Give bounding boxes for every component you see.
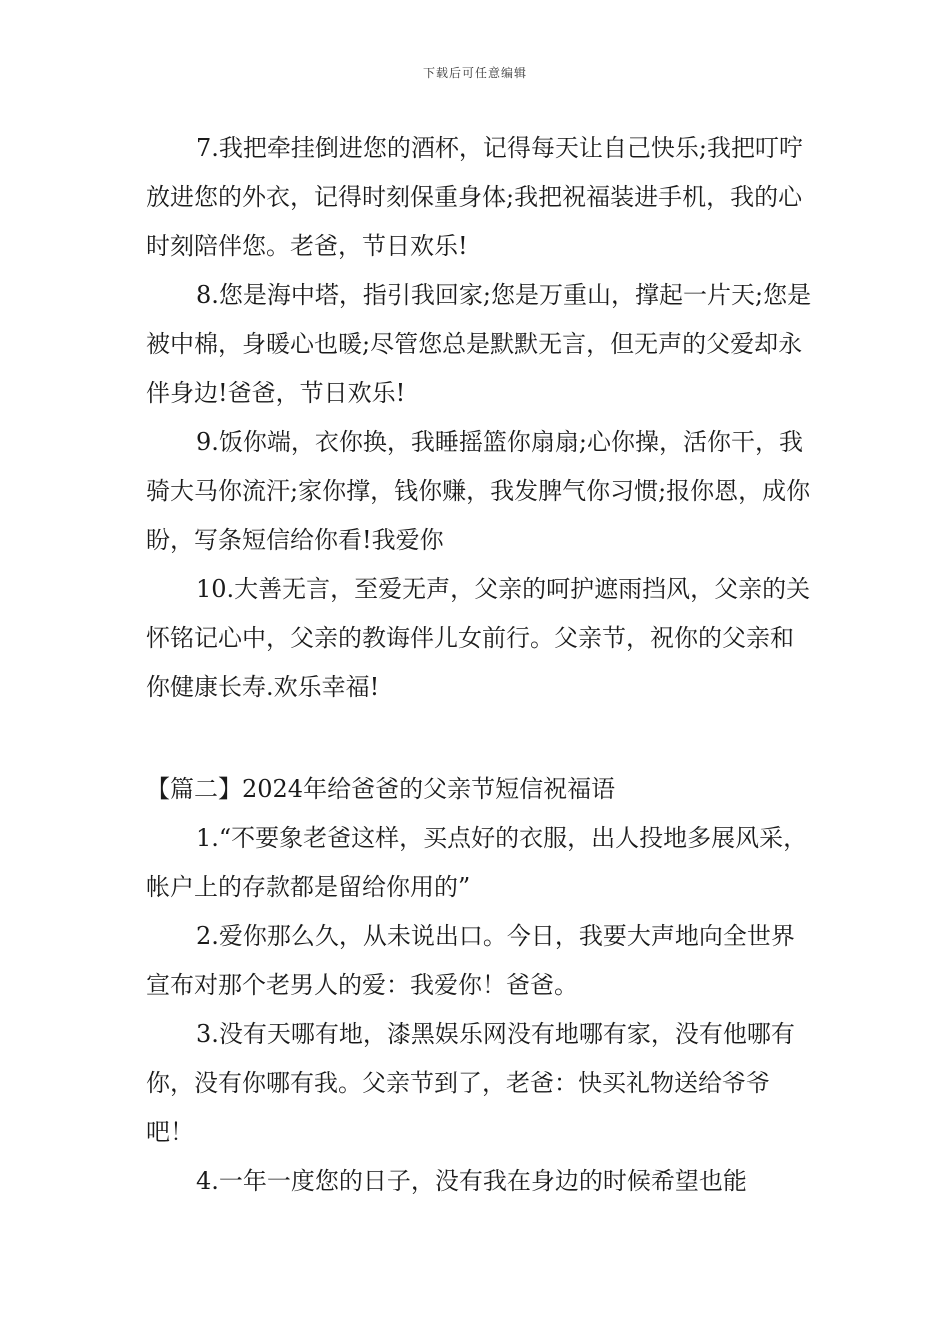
section-heading: 【篇二】2024年给爸爸的父亲节短信祝福语 bbox=[146, 775, 616, 803]
document-body bbox=[146, 124, 814, 1206]
paragraph-item-7: 7.我把牵挂倒进您的酒杯，记得每天让自己快乐;我把叮咛放进您的外衣，记得时刻保重身体;我把祝福装进手机，我的心时刻陪伴您。老爸，节日欢乐! bbox=[146, 134, 803, 260]
paragraph-item-2: 2.爱你那么久，从未说出口。今日，我要大声地向全世界宣布对那个老男人的爱：我爱你！爸爸。 bbox=[146, 922, 795, 999]
header-note: 下载后可任意编辑 bbox=[422, 66, 527, 80]
paragraph-item-8: 8.您是海中塔，指引我回家;您是万重山，撑起一片天;您是被中棉，身暖心也暖;尽管您总是默默无言，但无声的父爱却永伴身边!爸爸，节日欢乐! bbox=[146, 281, 812, 407]
paragraph-item-9: 9.饭你端，衣你换，我睡摇篮你扇扇;心你操，活你干，我骑大马你流汗;家你撑，钱你赚，我发脾气你习惯;报你恩，成你盼，写条短信给你看!我爱你 bbox=[146, 428, 811, 554]
paragraph-item-1: 1.“不要象老爸这样，买点好的衣服，出人投地多展风采，帐户上的存款都是留给你用的” bbox=[146, 824, 808, 901]
paragraph-item-3: 3.没有天哪有地，漆黑娱乐网没有地哪有家，没有他哪有你，没有你哪有我。父亲节到了，老爸：快买礼物送给爷爷吧！ bbox=[146, 1020, 795, 1146]
paragraph-item-10: 10.大善无言，至爱无声，父亲的呵护遮雨挡风，父亲的关怀铭记心中，父亲的教诲伴儿女前行。父亲节，祝你的父亲和你健康长寿.欢乐幸福! bbox=[146, 575, 811, 701]
paragraph-item-4: 4.一年一度您的日子，没有我在身边的时候希望也能 bbox=[196, 1167, 747, 1195]
